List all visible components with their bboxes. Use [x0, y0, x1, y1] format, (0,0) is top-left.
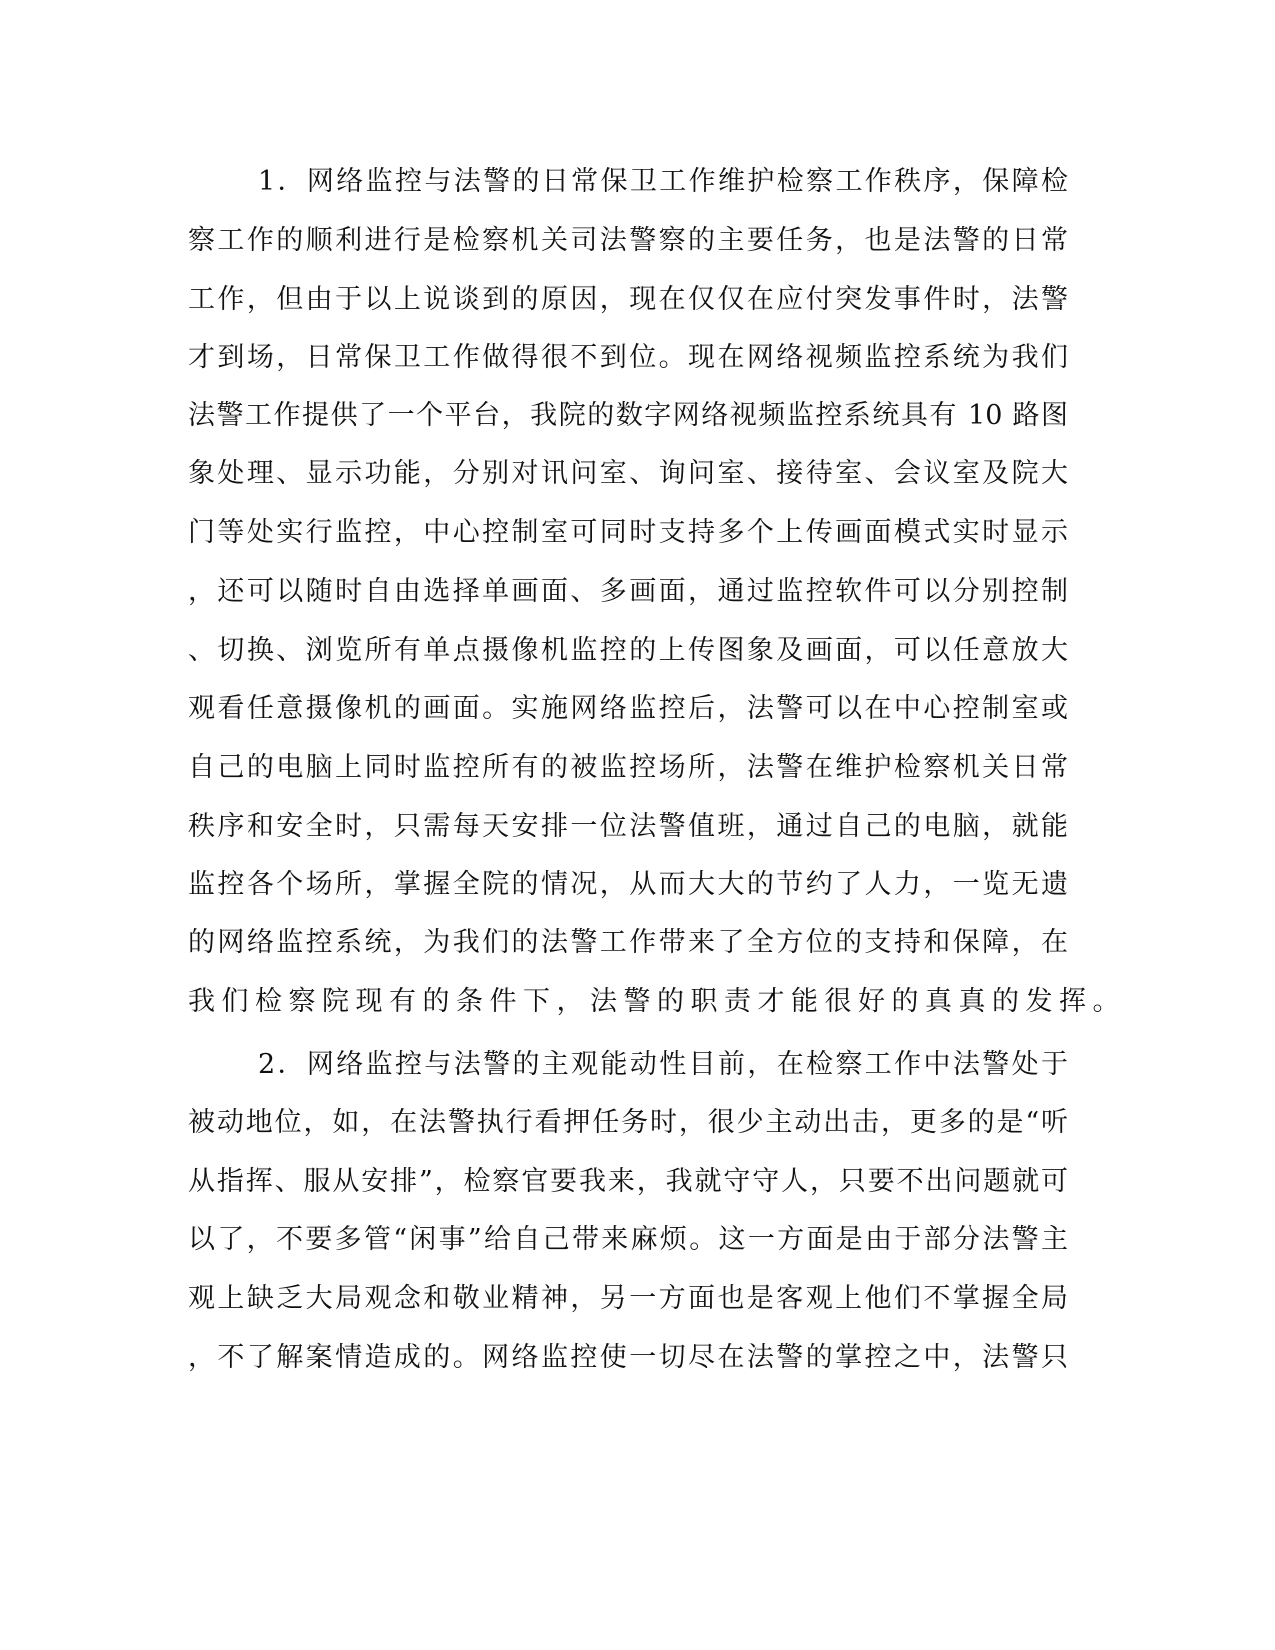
paragraph-1-line-15: 我们检察院现有的条件下，法警的职责才能很好的真真的发挥。 — [188, 986, 1126, 1017]
paragraph-1-line-14: 的网络监控系统，为我们的法警工作带来了全方位的支持和保障，在 — [188, 927, 1068, 958]
paragraph-1-line-3: 工作，但由于以上说谈到的原因，现在仅仅在应付突发事件时，法警 — [188, 284, 1068, 315]
paragraph-2-line-6: ，不了解案情造成的。网络监控使一切尽在法警的掌控之中，法警只 — [188, 1342, 1068, 1373]
paragraph-1-line-9: 、切换、浏览所有单点摄像机监控的上传图象及画面，可以任意放大 — [188, 635, 1068, 666]
paragraph-1-line-12: 秩序和安全时，只需每天安排一位法警值班，通过自己的电脑，就能 — [188, 811, 1068, 842]
paragraph-1-line-10: 观看任意摄像机的画面。实施网络监控后，法警可以在中心控制室或 — [188, 693, 1068, 724]
paragraph-2-line-2: 被动地位，如，在法警执行看押任务时，很少主动出击，更多的是“听 — [188, 1107, 1068, 1138]
paragraph-1-line-1: 1．网络监控与法警的日常保卫工作维护检察工作秩序，保障检 — [258, 166, 1068, 197]
paragraph-2-line-1: 2．网络监控与法警的主观能动性目前，在检察工作中法警处于 — [258, 1049, 1068, 1080]
paragraph-1-line-7: 门等处实行监控，中心控制室可同时支持多个上传画面模式实时显示 — [188, 517, 1068, 548]
paragraph-1-line-5: 法警工作提供了一个平台，我院的数字网络视频监控系统具有 10 路图 — [188, 400, 1068, 431]
paragraph-1-line-6: 象处理、显示功能，分别对讯问室、询问室、接待室、会议室及院大 — [188, 458, 1068, 489]
paragraph-1-line-11: 自己的电脑上同时监控所有的被监控场所，法警在维护检察机关日常 — [188, 752, 1068, 783]
paragraph-1-line-4: 才到场，日常保卫工作做得很不到位。现在网络视频监控系统为我们 — [188, 342, 1068, 373]
paragraph-2-line-3: 从指挥、服从安排”，检察官要我来，我就守守人，只要不出问题就可 — [188, 1166, 1068, 1197]
paragraph-1-line-13: 监控各个场所，掌握全院的情况，从而大大的节约了人力，一览无遗 — [188, 869, 1068, 900]
paragraph-2-line-5: 观上缺乏大局观念和敬业精神，另一方面也是客观上他们不掌握全局 — [188, 1283, 1068, 1314]
paragraph-2-line-4: 以了，不要多管“闲事”给自己带来麻烦。这一方面是由于部分法警主 — [188, 1224, 1068, 1255]
paragraph-1-line-8: ，还可以随时自由选择单画面、多画面，通过监控软件可以分别控制 — [188, 576, 1068, 607]
paragraph-1-line-2: 察工作的顺利进行是检察机关司法警察的主要任务，也是法警的日常 — [188, 225, 1068, 256]
